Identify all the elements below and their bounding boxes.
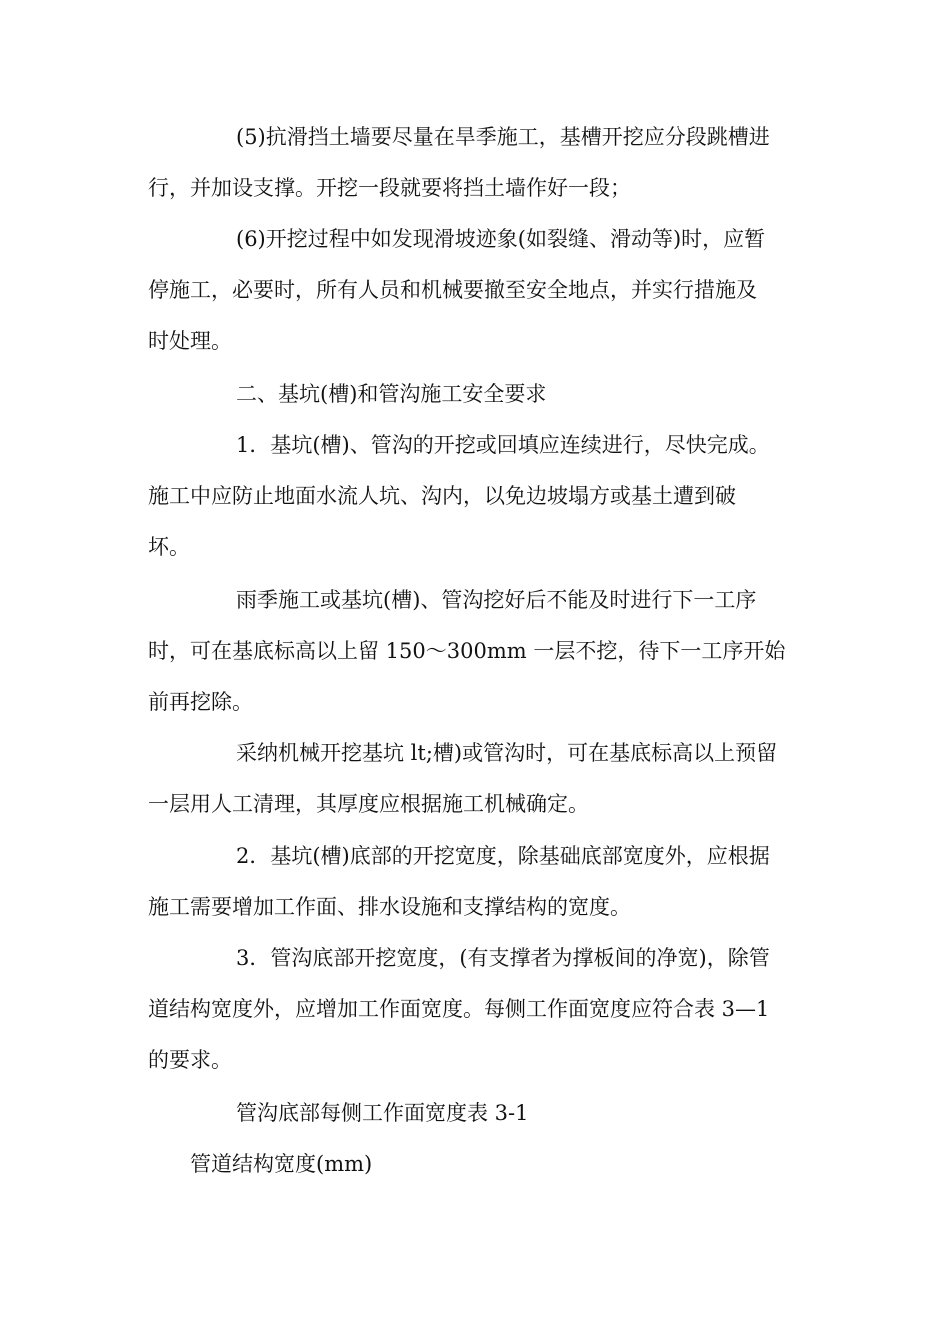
text-line: 3．管沟底部开挖宽度，(有支撑者为撑板间的净宽)，除管 [236,946,770,970]
text-line: 采纳机械开挖基坑 lt;槽)或管沟时，可在基底标高以上预留 [236,741,778,765]
paragraph-rain-season [148,575,808,728]
text-line: 施工需要增加工作面、排水设施和支撑结构的宽度。 [148,895,631,919]
text-line: 行，并加设支撑。开挖一段就要将挡土墙作好一段； [148,176,631,200]
text-line: 停施工，必要时，所有人员和机械要撤至安全地点，并实行措施及 [148,278,757,302]
heading-line: 二、基坑(槽)和管沟施工安全要求 [236,382,547,406]
text-line: 2．基坑(槽)底部的开挖宽度，除基础底部宽度外，应根据 [236,844,770,868]
text-line: 前再挖除。 [148,690,253,714]
paragraph-item-2 [148,831,808,933]
paragraph-item-3 [148,933,808,1086]
text-line: 道结构宽度外，应增加工作面宽度。每侧工作面宽度应符合表 3—1 [148,997,770,1021]
section-heading [148,369,808,420]
paragraph-item-6 [148,214,808,367]
table-title [148,1088,808,1139]
text-line: 1．基坑(槽)、管沟的开挖或回填应连续进行，尽快完成。 [236,433,770,457]
text-line: 时，可在基底标高以上留 150～300mm 一层不挖，待下一工序开始 [148,639,786,663]
text-line: 一层用人工清理，其厚度应根据施工机械确定。 [148,792,589,816]
table-header-cell: 管道结构宽度(mm) [190,1152,373,1176]
table-header [190,1139,850,1190]
text-line: 的要求。 [148,1048,232,1072]
text-line: (5)抗滑挡土墙要尽量在旱季施工，基槽开挖应分段跳槽进 [236,125,770,149]
table-title-line: 管沟底部每侧工作面宽度表 3-1 [236,1101,529,1125]
text-line: (6)开挖过程中如发现滑坡迹象(如裂缝、滑动等)时，应暂 [236,227,766,251]
text-line: 雨季施工或基坑(槽)、管沟挖好后不能及时进行下一工序 [236,588,757,612]
paragraph-item-1 [148,420,808,573]
paragraph-item-5 [148,112,808,214]
text-line: 坏。 [148,535,190,559]
paragraph-machine-excavation [148,728,808,830]
text-line: 时处理。 [148,329,232,353]
text-line: 施工中应防止地面水流人坑、沟内，以免边坡塌方或基土遭到破 [148,484,736,508]
